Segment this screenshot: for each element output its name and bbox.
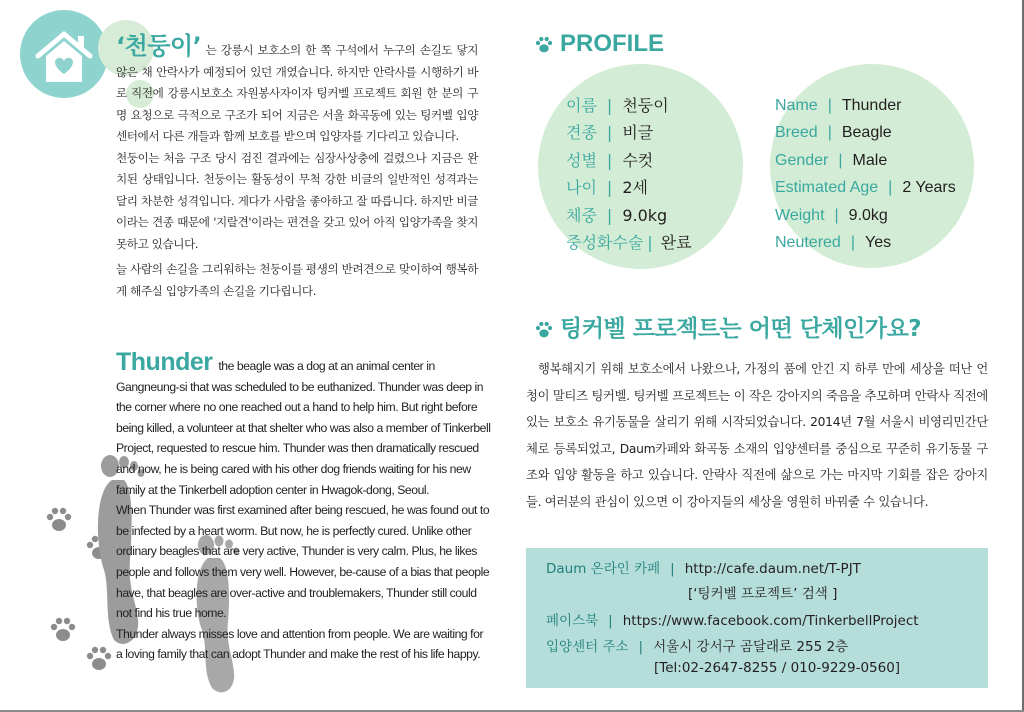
profile-row <box>566 119 692 146</box>
profile-sep: | <box>850 234 855 252</box>
profile-value: Beagle <box>841 124 892 142</box>
profile-heading-text: PROFILE <box>560 30 665 57</box>
korean-story-para: 천둥이는 처음 구조 당시 검진 결과에는 심장사상충에 걸렸으나 지금은 완치된 상태입니다. 천둥이는 활동성이 무척 강한 비글의 일반적인 성격과는 달리 차분한 성격입니다. 게다가 사람을 좋아하고 잘 따릅니다. 하지만 비글이라는 견종 때문에 '지랄견'이라는 편견을 갖고 있어 아직 입양가족을 찾지 못하고 있습니다. <box>116 150 478 251</box>
profile-value: 9.0kg <box>622 205 668 225</box>
korean-story <box>116 32 479 302</box>
facebook-line <box>546 609 919 629</box>
profile-row <box>566 229 692 256</box>
profile-row <box>566 174 692 201</box>
profile-sep: | <box>827 124 832 142</box>
profile-row <box>566 202 692 229</box>
profile-label: 중성화수술 <box>566 233 644 253</box>
facebook-link[interactable]: https://www.facebook.com/TinkerbellProject <box>622 613 919 629</box>
project-heading <box>534 310 921 343</box>
english-story-title: Thunder <box>116 348 213 376</box>
profile-row <box>775 229 956 256</box>
profile-value: Yes <box>864 234 892 252</box>
profile-label: 나이 <box>566 178 597 198</box>
english-story-text: the beagle was a dog at an animal center in Gangneung-si that was scheduled to be euthanized. Thunder was deep in the corner where no one reached out a hand to help him. But right before being killed, a volunteer at that shelter who was also a member of Tinkerbell Project, requested to rescue him. Thunder was then dramatically rescued and now, he is being cared with his other dog friends waiting for his new family at the Tinkerbell adoption center in Hwagok-dong, Seoul. <box>116 359 491 497</box>
profile-sep: | <box>606 150 613 170</box>
profile-label: 이름 <box>566 96 597 115</box>
profile-label: Breed <box>775 124 818 142</box>
profile-sep: | <box>834 206 839 224</box>
english-story-para <box>116 348 492 500</box>
info-sep: | <box>670 561 675 577</box>
profile-heading <box>534 30 664 58</box>
profile-sep: | <box>827 97 832 114</box>
profile-value: 2 Years <box>902 179 956 197</box>
profile-sep: | <box>888 179 893 197</box>
korean-story-text: 는 강릉시 보호소의 한 쪽 구석에서 누구의 손길도 닿지 않은 채 안락사가 예정되어 있던 개였습니다. 하지만 안락사를 시행하기 바로 직전에 강릉시보호소 자원봉사자이자 팅커벨 프로젝트 회원 한 분의 구명 요청으로 극적으로 구조가 되어 지금은 서울 화곡동에 있는 팅커벨 입양센터에서 다른 개들과 함께 보호를 받으며 입양자를 기다리고 있습니다. <box>116 43 479 143</box>
cafe-label: Daum 온라인 카페 <box>546 561 661 577</box>
center-tel: [Tel:02-2647-8255 / 010-9229-0560] <box>654 660 901 676</box>
center-address: 서울시 강서구 곰달래로 255 2층 <box>653 639 849 655</box>
english-story-para: When Thunder was first examined after being rescued, he was found out to be infected by a heart worm. But now, he is perfectly cured. Unlike other ordinary beagles that are very active, Thunder is very calm. Plus, he likes people and follows them very well. However, be-cause of a bias that people have, that beagles are over-active and troublemakers, Thunder still could not find his true home. <box>116 503 490 621</box>
profile-sep: | <box>606 96 613 115</box>
profile-korean <box>566 92 692 256</box>
info-sep: | <box>638 639 644 655</box>
korean-story-title: ‘천둥이’ <box>116 32 202 60</box>
profile-value: 2세 <box>622 178 648 198</box>
profile-label: Estimated Age <box>775 179 879 197</box>
profile-row <box>566 92 692 119</box>
project-heading-text: 팅커벨 프로젝트는 어떤 단체인가요? <box>560 316 922 342</box>
profile-english <box>775 92 956 256</box>
center-line <box>546 635 848 655</box>
profile-value: Thunder <box>841 97 902 114</box>
korean-story-para: 늘 사람의 손길을 그리워하는 천둥이를 평생의 반려견으로 맞이하여 행복하게 해주실 입양가족의 손길을 기다립니다. <box>116 262 478 298</box>
paw-icon <box>44 505 74 535</box>
profile-row <box>775 147 956 174</box>
english-story-para: Thunder always misses love and attention from people. We are waiting for a loving family that can adopt Thunder and make the rest of his life happy. <box>116 626 484 662</box>
english-story <box>116 348 492 665</box>
profile-value: 완료 <box>660 233 692 253</box>
profile-value: 비글 <box>622 123 654 143</box>
profile-label: Weight <box>775 206 825 224</box>
profile-label: Name <box>775 97 818 114</box>
contact-info-box <box>526 548 988 688</box>
profile-value: Male <box>852 151 888 169</box>
profile-row <box>775 119 956 146</box>
facebook-label: 페이스북 <box>546 613 599 629</box>
profile-label: 성별 <box>566 150 597 170</box>
profile-sep: | <box>606 123 613 143</box>
profile-sep: | <box>606 205 613 225</box>
cafe-link[interactable]: http://cafe.daum.net/T-PJT <box>684 561 861 577</box>
profile-sep: | <box>647 233 653 253</box>
profile-label: Gender <box>775 151 829 169</box>
profile-label: 견종 <box>566 123 597 143</box>
cafe-line <box>546 557 861 577</box>
paw-icon <box>48 615 78 645</box>
profile-sep: | <box>606 178 613 198</box>
cafe-search-line: [‘팅커벨 프로젝트’ 검색 ] <box>688 586 838 602</box>
profile-row <box>566 147 692 174</box>
paw-icon <box>534 35 554 55</box>
center-label: 입양센터 주소 <box>546 639 629 655</box>
profile-label: Neutered <box>775 234 841 252</box>
house-heart-icon <box>34 30 94 86</box>
profile-value: 천둥이 <box>622 96 669 115</box>
profile-sep: | <box>838 151 843 169</box>
profile-row <box>775 92 956 119</box>
profile-label: 체중 <box>566 205 597 225</box>
profile-value: 9.0kg <box>848 206 888 224</box>
profile-value: 수컷 <box>622 150 654 170</box>
info-sep: | <box>608 613 613 629</box>
korean-story-para <box>116 32 479 148</box>
profile-row <box>775 202 956 229</box>
project-description: 행복해지기 위해 보호소에서 나왔으나, 가정의 품에 안긴 지 하루 만에 세상을 떠난 언청이 말티즈 팅커벨. 팅커벨 프로젝트는 이 작은 강아지의 죽음을 추모하며 안락사 직전에 있는 보호소 유기동물을 살리기 위해 시작되었습니다. 2014년 7월 서울시 비영리민간단체로 등록되었고, Daum카페와 화곡동 소재의 입양센터를 중심으로 꾸준히 유기동물 구조와 입양 활동을 하고 있습니다. 안락사 직전에 삶으로 가는 마지막 기회를 잡은 강아지들. 여러분의 관심이 있으면 이 강아지들의 세상을 영원히 바꿔줄 수 있습니다. <box>526 362 988 509</box>
paw-icon <box>534 320 554 340</box>
profile-row <box>775 174 956 201</box>
